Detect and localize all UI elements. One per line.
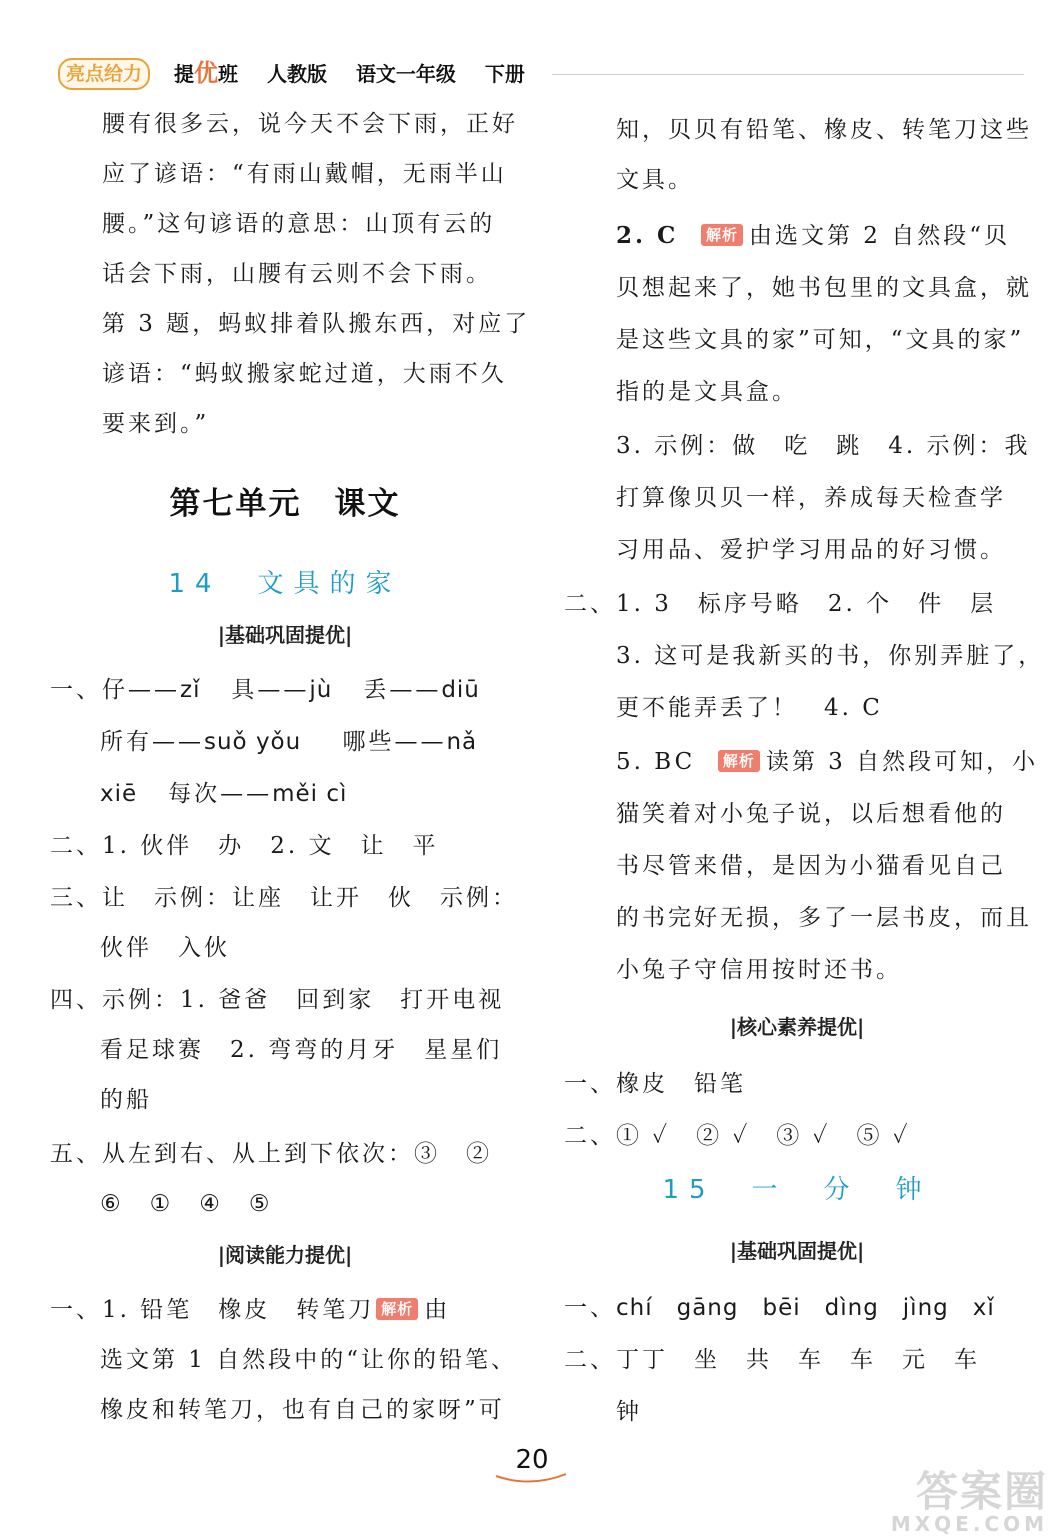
section-core: |核心素养提优|	[729, 1015, 865, 1039]
answer-line: 的书完好无损，多了一层书皮，而且	[616, 905, 1032, 931]
answer-line: 是这些文具的家”可知，“文具的家”	[616, 327, 1025, 353]
answer-line: 二、丁丁 坐 共 车 车 元 车	[564, 1347, 980, 1373]
answer-line: 5. BC 解析 读第 3 自然段可知，小	[616, 749, 1039, 775]
analysis-badge: 解析	[701, 224, 743, 246]
answer-line: 一、橡皮 铅笔	[564, 1071, 746, 1097]
lesson-title-14: 14 文具的家	[168, 569, 402, 599]
answer-line: 二、① ✓ ② ✓ ③ ✓ ⑤ ✓	[564, 1123, 911, 1149]
answer-line: 四、示例：1. 爸爸 回到家 打开电视	[50, 987, 505, 1013]
analysis-badge: 解析	[718, 750, 760, 772]
answer-line: 3. 示例：做 吃 跳 4. 示例：我	[616, 433, 1031, 459]
header-rule	[552, 74, 1024, 75]
text-line: 要来到。”	[102, 411, 210, 437]
section-basic: |基础巩固提优|	[217, 623, 353, 647]
answer-line: 猫笑着对小兔子说，以后想看他的	[616, 801, 1006, 827]
answer-line: 二、1. 伙伴 办 2. 文 让 平	[50, 833, 439, 859]
unit-title: 第七单元 课文	[169, 486, 401, 522]
answer-line: 伙伴 入伙	[100, 935, 230, 961]
answer-line: 知，贝贝有铅笔、橡皮、转笔刀这些	[616, 117, 1032, 143]
brand-logo: 亮点给力	[58, 58, 150, 90]
lesson-title-15: 15 一 分 钟	[662, 1175, 932, 1205]
section-reading: |阅读能力提优|	[217, 1243, 353, 1267]
page-number-swoosh	[494, 1472, 568, 1486]
answer-line: 打算像贝贝一样，养成每天检查学	[616, 485, 1006, 511]
text-line: 第 3 题，蚂蚁排着队搬东西，对应了	[102, 311, 531, 337]
answer-line: 的船	[100, 1087, 152, 1113]
subject: 语文一年级	[355, 62, 456, 86]
answer-line: 更不能弄丢了！ 4. C	[616, 695, 883, 721]
header-info	[174, 58, 547, 89]
watermark-logo: 答案圈 MXQE.COM	[890, 1467, 1048, 1536]
answer-line: 一、仔——zǐ 具——jù 丢——diū	[50, 677, 480, 703]
text-line: 谚语：“蚂蚁搬家蛇过道，大雨不久	[102, 361, 507, 387]
answer-line: 小兔子守信用按时还书。	[616, 957, 902, 983]
analysis-badge: 解析	[376, 1298, 418, 1320]
answer-line: 橡皮和转笔刀，也有自己的家呀”可	[100, 1397, 505, 1423]
text-line: 话会下雨，山腰有云则不会下雨。	[102, 261, 492, 287]
answer-line: 习用品、爱护学习用品的好习惯。	[616, 537, 1006, 563]
answer-line: 2. C 解析 由选文第 2 自然段“贝	[616, 222, 1010, 249]
answer-line: 钟	[616, 1399, 642, 1425]
text-line: 应了谚语：“有雨山戴帽，无雨半山	[102, 161, 507, 187]
volume: 下册	[484, 62, 525, 86]
page-number: 20	[515, 1445, 549, 1475]
answer-line: 看足球赛 2. 弯弯的月牙 星星们	[100, 1037, 503, 1063]
edition: 人教版	[266, 62, 327, 86]
answer-line: 一、1. 铅笔 橡皮 转笔刀 解析 由	[50, 1297, 451, 1323]
answer-line: xiē 每次——měi cì	[100, 781, 348, 807]
answer-line: 一、chí gāng bēi dìng jìng xǐ	[564, 1295, 995, 1321]
page-header	[58, 58, 1024, 90]
answer-line: 三、让 示例：让座 让开 伙 示例：	[50, 885, 518, 911]
answer-line: 二、1. 3 标序号略 2. 个 件 层	[564, 591, 997, 617]
answer-line: 贝想起来了，她书包里的文具盒，就	[616, 275, 1032, 301]
answer-line: 五、从左到右、从上到下依次：③ ②	[50, 1141, 492, 1167]
section-basic-2: |基础巩固提优|	[729, 1239, 865, 1263]
answer-line: 书尽管来借，是因为小猫看见自己	[616, 853, 1006, 879]
answer-line: ⑥ ① ④ ⑤	[100, 1191, 273, 1217]
answer-line: 选文第 1 自然段中的“让你的铅笔、	[100, 1347, 518, 1373]
answer-line: 文具。	[616, 167, 694, 193]
answer-line: 指的是文具盒。	[616, 379, 798, 405]
series-name: 提优班	[174, 59, 238, 87]
answer-line: 3. 这可是我新买的书，你别弄脏了，	[616, 643, 1045, 669]
answer-line: 所有——suǒ yǒu 哪些——nǎ	[100, 729, 478, 755]
text-line: 腰有很多云，说今天不会下雨，正好	[102, 111, 518, 137]
text-line: 腰。”这句谚语的意思：山顶有云的	[102, 211, 496, 237]
